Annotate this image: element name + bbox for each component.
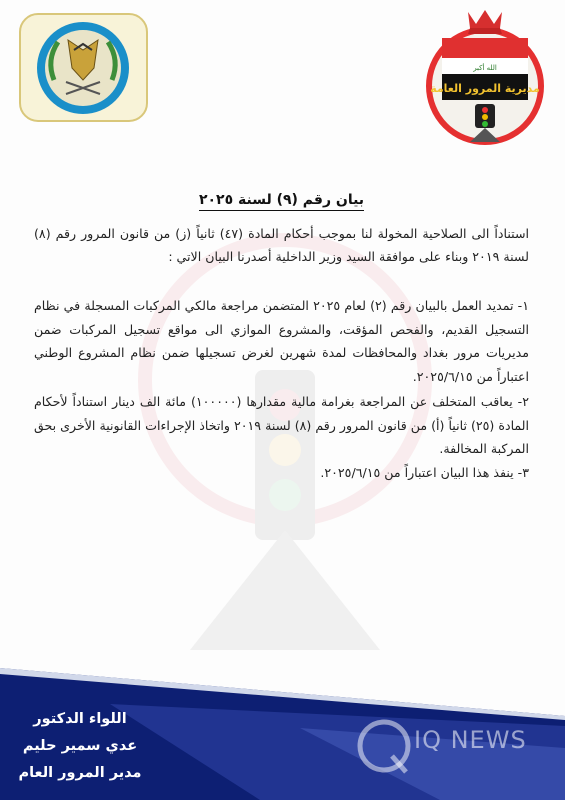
iq-news-watermark-text: IQ NEWS [414, 726, 527, 754]
statement-intro: استناداً الى الصلاحية المخولة لنا بموجب أحكام المادة (٤٧) ثانياً (ز) من قانون المرور رقم (٨) لسنة ٢٠١٩ وبناء على موافقة السيد وزير الداخلية أصدرنا البيان الاتي : [34, 226, 529, 264]
statement-item-3: ٣- ينفذ هذا البيان اعتباراً من ٢٠٢٥/٦/١٥. [320, 464, 529, 480]
statement-item-1: ١- تمديد العمل بالبيان رقم (٢) لعام ٢٠٢٥ المتضمن مراجعة مالكي المركبات المسجلة في نظام التسجيل القديم، والفحص المؤقت، والمشروع الموازي الى مواقع تسجيل المركبات ضمن مديريات مرور بغداد والمحافظات لمدة شهرين لغرض تسجيلها ضمن نظام المشروع الوطني اعتباراً من ٢٠٢٥/٦/١٥. [34, 298, 529, 384]
statement-item-2: ٢- يعاقب المتخلف عن المراجعة بغرامة مالية مقدارها (١٠٠٠٠٠) مائة الف دينار استناداً لأحكام المادة (٢٥) ثانياً (أ) من قانون المرور رقم (٨) لسنة ٢٠١٩ واتخاذ الإجراءات القانونية الأخرى بحق المركبة المخالفة. [34, 394, 530, 456]
ministry-of-interior-logo [16, 10, 151, 125]
directorate-logo-text: مديرية المرور العامة [430, 82, 540, 95]
general-traffic-directorate-logo [420, 6, 550, 146]
statement-body [34, 192, 529, 484]
signature-block [0, 706, 160, 787]
signature-name: عدي سمير حليم [22, 738, 138, 754]
signature-position: مدير المرور العام [18, 765, 142, 781]
statement-title: بيان رقم (٩) لسنة ٢٠٢٥ [34, 192, 529, 208]
flag-text: الله أكبر [473, 64, 497, 72]
signature-rank: اللواء الدكتور [33, 711, 127, 727]
